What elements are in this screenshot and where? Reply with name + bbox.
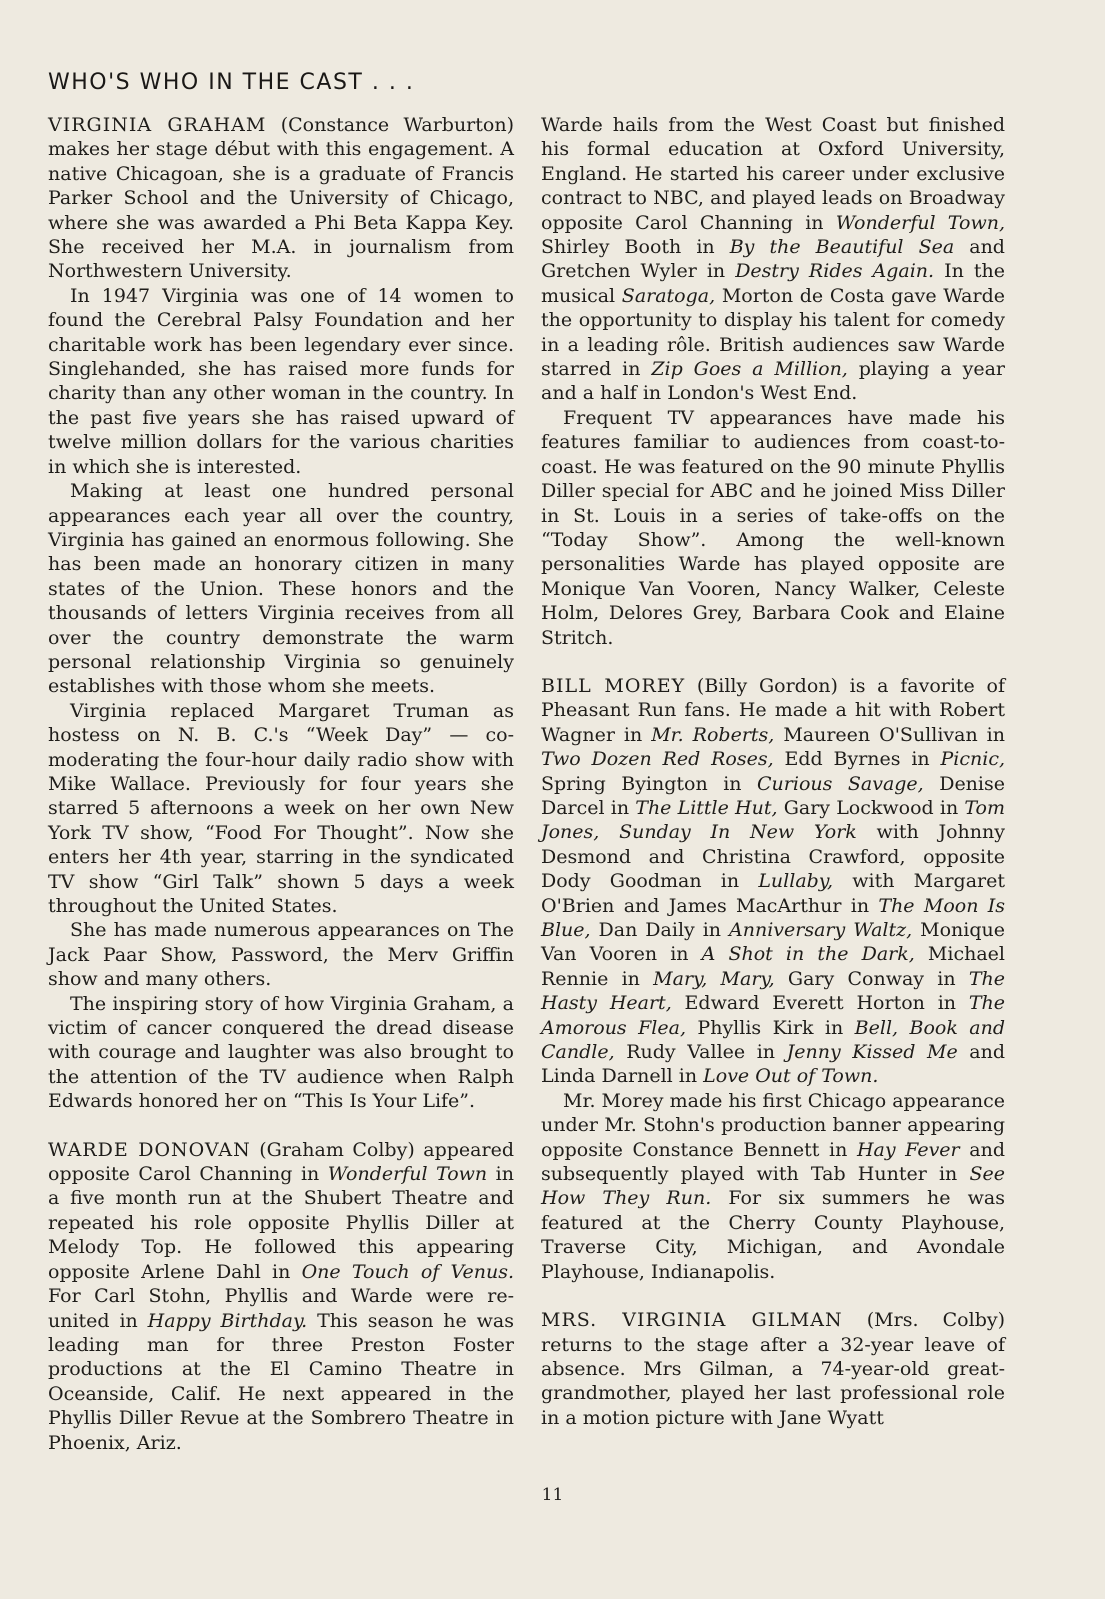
show-title: Picnic, <box>940 748 1005 771</box>
cast-bio-entry <box>541 674 1005 1089</box>
bio-text: Edd Byrnes in <box>773 748 941 771</box>
bio-text: For six summers he was featured at the Cherry County Playhouse, Traverse City, Michigan, and Avondale Playhouse, Indianapolis. <box>541 1187 1005 1283</box>
show-title: Saratoga, <box>621 284 716 307</box>
bio-text: Monique Van Vooren in <box>541 919 1006 966</box>
show-title: Anniversary Waltz, <box>729 919 913 941</box>
show-title: One Touch of Venus. <box>301 1260 514 1283</box>
page-number: 11 <box>541 1485 564 1505</box>
show-title: The Little Hut, <box>635 796 778 819</box>
show-title: Zip Goes a Million, <box>651 358 848 381</box>
bio-text: with Johnny Desmond and Christina Crawford, opposite Dody Goodman in <box>541 821 1006 893</box>
show-title: Love Out of Town. <box>703 1065 879 1088</box>
bio-text: Morton de Costa gave Warde the opportunity to display his talent for comedy in a leading rôle. British audiences saw Warde starred in <box>541 284 1005 381</box>
show-title: Lullaby, <box>758 870 834 893</box>
bio-text: Rudy Vallee in <box>614 1041 787 1064</box>
cast-bio-entry <box>48 1138 514 1455</box>
bio-text: She has made numerous appearances on The Jack Paar Show, Password, the Merv Griffin show and many others. <box>48 919 514 991</box>
show-title: Hay Fever <box>856 1138 960 1161</box>
right-column <box>541 113 1005 1430</box>
bio-text: with Margaret O'Brien and James MacArthur in <box>541 870 1006 917</box>
bio-text: Michael Rennie in <box>541 943 1005 990</box>
bio-text: Edward Everett Horton in <box>671 992 969 1015</box>
show-title: Destry Rides Again. <box>735 260 935 283</box>
bio-text: and Gretchen Wyler in <box>541 236 1005 283</box>
cast-member-name: WARDE DONOVAN <box>48 1138 251 1161</box>
bio-paragraph <box>48 992 514 1114</box>
bio-text: In 1947 Virginia was one of 14 women to found the Cerebral Palsy Foundation and her charitable work has been legendary ever since. Singlehanded, she has raised more funds for charity than any other woman in the country. In the past five years she has raised upward of twelve million dollars for the various charities in which she is interested. <box>48 284 514 478</box>
bio-text: The inspiring story of how Virginia Graham, a victim of cancer conquered the dread disease with courage and laughter was also brought to the attention of the TV audience when Ralph Edwards honored her on “This Is Your Life”. <box>48 992 514 1113</box>
show-title: Jenny Kissed Me <box>786 1041 958 1064</box>
bio-paragraph <box>541 1089 1005 1284</box>
show-title: See How They Run. <box>541 1163 1005 1210</box>
show-title: A Shot in the Dark, <box>701 943 915 966</box>
show-title: Wonderful Town <box>327 1163 488 1186</box>
bio-text: Phyllis Kirk in <box>686 1016 855 1039</box>
cast-bio-entry <box>48 113 514 284</box>
bio-text: (Billy Gordon) is a favorite of Pheasant Run fans. He made a hit with Robert Wagner in <box>541 674 1005 746</box>
cast-member-name: VIRGINIA GRAHAM <box>48 114 267 136</box>
bio-text: Warde hails from the West Coast but finished his formal education at Oxford University, England. He started his career under exclusive contract to NBC, and played leads on Broadway opposite Carol Channing in <box>541 114 1005 234</box>
bio-text: Frequent TV appearances have made his features familiar to audiences from coast-to-coast. He was featured on the 90 minute Phyllis Diller special for ABC and he joined Miss Diller in St. Louis in a series of take-offs on the “Today Show”. Among the well-known personalities Warde has played opposite are Monique Van Vooren, Nancy Walker, Celeste Holm, Delores Grey, Barbara Cook and Elaine Stritch. <box>541 406 1005 649</box>
bio-text: Denise Darcel in <box>541 772 1005 819</box>
bio-paragraph <box>541 113 1005 406</box>
show-title: The Hasty Heart, <box>541 967 1005 1015</box>
show-title: Two Dozen Red Roses, <box>541 748 774 771</box>
bio-text: Maureen O'Sullivan in <box>774 723 1005 746</box>
bio-text: Gary Conway in <box>774 967 969 990</box>
bio-text: (Graham Colby) appeared opposite Carol Channing in <box>48 1138 514 1186</box>
bio-text: (Mrs. Colby) returns to the stage after a 32-year leave of absence. Mrs Gilman, a 74-year-old great-grandmother, played her last professional role in a motion picture with Jane Wyatt <box>541 1309 1006 1429</box>
bio-text: Spring Byington in <box>541 772 758 795</box>
bio-text: in a five month run at the Shubert Theatre and repeated his role opposite Phyllis Diller at Melody Top. He followed this appearing opposite Arlene Dahl in <box>48 1163 514 1283</box>
bio-paragraph <box>48 918 514 991</box>
bio-text: Making at least one hundred personal appearances each year all over the country, Virginia has gained an enormous following. She has been made an honorary citizen in many states of the Union. These honors and the thousands of letters Virginia receives from all over the country demonstrate the warm personal relationship Virginia so genuinely establishes with those whom she meets. <box>48 480 514 698</box>
show-title: The Moon Is Blue, <box>541 894 1005 941</box>
bio-paragraph <box>48 284 514 479</box>
bio-text: In the musical <box>541 260 1005 307</box>
show-title: The Amorous Flea, <box>541 992 1005 1039</box>
bio-text: and subsequently played with Tab Hunter in <box>541 1138 1005 1186</box>
cast-member-name: BILL MOREY <box>541 674 686 697</box>
left-column <box>48 113 514 1455</box>
bio-paragraph <box>541 406 1005 650</box>
bio-paragraph <box>48 699 514 919</box>
show-title: Happy Birthday. <box>147 1309 308 1332</box>
show-title: Wonderful Town, <box>835 211 1005 234</box>
show-title: Curious Savage, <box>757 772 924 795</box>
bio-text: Dan Daily in <box>590 919 730 941</box>
bio-text: For Carl Stohn, Phyllis and Warde were re-united in <box>48 1285 514 1332</box>
bio-text: (Constance Warburton) makes her stage début with this engagement. A native Chicagoan, she is a graduate of Francis Parker School and the University of Chicago, where she was awarded a Phi Beta Kappa Key. She received her M.A. in journalism from Northwestern University. <box>48 114 514 283</box>
show-title: Mr. Roberts, <box>651 723 775 746</box>
show-title: Mary, Mary, <box>653 967 775 990</box>
cast-member-name: MRS. VIRGINIA GILMAN <box>541 1309 843 1332</box>
bio-text: Gary Lockwood in <box>777 796 965 819</box>
bio-text: This season he was leading man for three Preston Foster productions at the El Camino Theatre in Oceanside, Calif. He next appeared in the Phyllis Diller Revue at the Sombrero Theatre in Phoenix, Ariz. <box>48 1309 514 1454</box>
bio-text: playing a year and a half in London's West End. <box>541 358 1005 405</box>
section-heading: WHO'S WHO IN THE CAST . . . <box>48 70 415 95</box>
bio-text: and Linda Darnell in <box>541 1041 1005 1088</box>
show-title: By the Beautiful Sea <box>729 236 955 259</box>
bio-text: Virginia replaced Margaret Truman as hostess on N. B. C.'s “Week Day” — co-moderating the four-hour daily radio show with Mike Wallace. Previously for four years she starred 5 afternoons a week on her own New York TV show, “Food For Thought”. Now she enters her 4th year, starring in the syndicated TV show “Girl Talk” shown 5 days a week throughout the United States. <box>48 699 514 917</box>
bio-text: Mr. Morey made his first Chicago appearance under Mr. Stohn's production banner appearing opposite Constance Bennett in <box>541 1089 1005 1161</box>
bio-text: Shirley Booth in <box>541 236 730 259</box>
show-title: Bell, Book and Candle, <box>541 1016 1006 1064</box>
cast-bio-entry <box>541 1308 1005 1430</box>
show-title: Tom Jones, Sunday In New York <box>541 796 1006 844</box>
bio-paragraph <box>48 479 514 699</box>
